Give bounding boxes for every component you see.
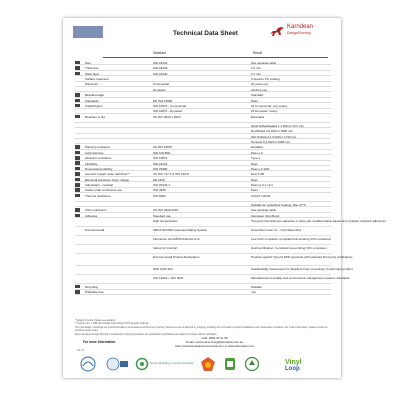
property-name: Flexibility <box>85 161 98 166</box>
contact-email[interactable]: Email: customerservice@karndean.com.au <box>186 340 244 344</box>
property-icon <box>75 104 80 108</box>
indoor-air-logo <box>105 356 129 372</box>
contact-details <box>175 336 254 348</box>
property-result: See separate table <box>251 208 277 213</box>
property-result: Yes <box>251 290 256 295</box>
property-standard: ISO 10874 <box>153 156 168 161</box>
property-standard: Indoor Air Comfort <box>153 246 178 251</box>
table-row <box>75 193 331 202</box>
property-standard: ISO 14001 + ISO 9001 <box>153 276 184 281</box>
property-standard: ISO 24344 <box>153 161 168 166</box>
property-name: Bevelled edge <box>85 93 105 98</box>
column-standard: Standard <box>153 51 166 55</box>
property-result: 34 Commercial: very heavy <box>251 104 288 109</box>
property-result: GreenStar Level: 2+ - LCA Silver Plus <box>251 228 302 233</box>
property-name: Warranty* <box>85 82 99 87</box>
property-standard: Environmental Product Declaration <box>153 255 200 260</box>
property-result: Not Buffed 4.6 kW/m² 1090 min <box>251 129 293 134</box>
svg-text:Vinyl: Vinyl <box>285 359 302 366</box>
property-result: 20 years use <box>251 82 269 87</box>
table-row <box>75 245 331 254</box>
property-standard: GBCA SGCBS Greenstar Rating System <box>153 228 208 233</box>
property-icon <box>75 290 80 294</box>
table-row <box>75 275 350 284</box>
loop-logo <box>283 356 327 372</box>
property-result: Standard <box>251 93 264 98</box>
property-name: Thermal resistance <box>85 193 111 198</box>
recycling-logo <box>243 356 261 372</box>
property-icon <box>75 237 80 241</box>
property-icon <box>75 178 80 182</box>
property-name: Environmental <box>85 228 105 233</box>
property-result: Product-specific Type III EPD (products with patented third party verification) <box>251 255 353 260</box>
table-row <box>75 236 331 245</box>
property-name: Size <box>85 60 91 65</box>
property-result: Euroclass <box>251 114 265 119</box>
property-icon <box>75 255 80 259</box>
property-icon <box>75 161 80 165</box>
table-header <box>103 51 328 58</box>
property-icon <box>75 172 80 176</box>
property-standard: AS ISO 16987 <box>153 145 173 150</box>
property-standard: AS ISO 4000-2010 <box>153 208 179 213</box>
property-result: 0.7 mm <box>251 71 262 76</box>
property-name: Abrasion resistance <box>85 156 112 161</box>
property-name: Phthalate free <box>85 290 104 295</box>
property-standard: Domestic <box>153 87 166 92</box>
property-icon <box>75 99 80 103</box>
table-row <box>75 290 331 295</box>
brand-tagline: DesignFlooring <box>287 31 311 35</box>
footnote: ** Result is Δ-L = 4dB with standard soft-backed 9 IPX acoustic underlay. <box>75 323 150 326</box>
property-icon <box>75 228 80 232</box>
property-result: Tempest 5.4 kW/m² 3285 min <box>251 139 291 144</box>
contact-website[interactable]: Visit: www.karndeancommercial.com or www.karndean.com <box>175 344 255 348</box>
property-icon <box>75 72 80 76</box>
property-icon <box>75 285 80 289</box>
property-name: Indentation - residual <box>85 183 114 188</box>
property-result: Karndean Vinyl-Bond <box>251 213 280 218</box>
version-label: May 21 <box>77 350 85 352</box>
property-standard: ISO 10874 - Domestic <box>153 109 183 114</box>
property-icon <box>75 214 80 218</box>
property-standard: Commercial <box>153 82 170 87</box>
brand-name: Karndean <box>287 24 314 30</box>
table-row <box>75 266 353 275</box>
gbca-name: Green Building Council Australia <box>150 361 194 365</box>
contact-phone: Call: 1800 33 11 99 <box>201 336 228 340</box>
property-result: Two-part chemical cure adhesive or Dow part modified silane based and moisture resistant adhesives <box>251 219 386 224</box>
property-name: Adhesive <box>85 213 98 218</box>
property-icon <box>75 194 80 198</box>
footnotes <box>75 320 331 337</box>
property-name: Castor chair continuous use <box>85 188 123 193</box>
property-result: Pass <box>251 188 258 193</box>
property-icon <box>75 145 80 149</box>
property-result: Lifetime use <box>251 87 268 92</box>
property-result: ΔLw 3 dB <box>251 172 264 177</box>
property-result: 0.0147 m²K/W <box>251 193 271 198</box>
svg-text:Loop: Loop <box>285 366 300 372</box>
footnote: * Subject to terms. Please see warranty. <box>75 320 116 322</box>
property-name: Recycling <box>85 285 99 290</box>
property-name: Reaction to fire <box>85 114 106 119</box>
property-standard: ISO 24342 <box>153 60 168 65</box>
property-name: VOC emissions* <box>85 208 107 213</box>
property-result: Pass <box>251 161 258 166</box>
property-icon <box>75 188 80 192</box>
property-icon <box>75 203 80 207</box>
property-standard: ISO 8302 <box>153 193 166 198</box>
property-result: Suitable for underfloor heating, Max 27°C <box>251 202 307 207</box>
more-info-label: For more information: <box>83 340 117 344</box>
property-standard: Standard use <box>153 213 171 218</box>
property-icon <box>75 66 80 70</box>
property-name: Surface treatment <box>85 77 109 82</box>
property-result: Pass <box>251 177 258 182</box>
property-icon <box>75 208 80 212</box>
property-result: Excellent <box>251 145 264 150</box>
property-name: Light fastness <box>85 150 104 155</box>
property-result: Gold certification. Compliant low emitting VOC emissions <box>251 246 327 251</box>
karndean-logo <box>269 24 331 40</box>
property-result: Manufactured to quality and environment management systems standards <box>251 276 350 281</box>
property-result: 2.0 mm <box>251 66 262 71</box>
property-icon <box>75 77 80 81</box>
property-standard: High temperatures <box>153 219 178 224</box>
property-name: Thickness <box>85 66 99 71</box>
table-row <box>75 114 331 123</box>
property-icon <box>75 129 80 133</box>
column-result: Result <box>253 51 263 55</box>
property-standard: ISO 24346 <box>153 66 168 71</box>
property-icon <box>75 276 80 280</box>
property-standard: AS ISO 717.2 & ISO 140-8 <box>153 172 189 177</box>
property-standard: ISO 105-B02 <box>153 150 171 155</box>
property-icon <box>75 151 80 155</box>
property-icon <box>75 61 80 65</box>
property-name: Classification <box>85 104 103 109</box>
property-icon <box>75 115 80 119</box>
property-name: Painting resistance <box>85 145 111 150</box>
spec-table <box>75 60 386 295</box>
property-result: See separate table <box>251 60 277 65</box>
property-standard: Floorscore GCS-B/SCS-EC10.4-v2 <box>153 237 200 242</box>
property-standard: EN 1815 <box>153 177 165 182</box>
property-icon <box>75 88 80 92</box>
property-icon <box>75 93 80 97</box>
property-result: Type 1 <box>251 156 261 161</box>
property-result: Pass <box>251 98 258 103</box>
property-result: Low VOC compliant. Compliant low emitting VOC emissions <box>251 237 331 242</box>
property-result: 23 Domestic: heavy <box>251 109 278 114</box>
property-standard: NSF ANSI 332 <box>153 267 173 272</box>
property-result: Sustainability Assessment for Resilient Floor Coverings: Conformant product <box>251 267 353 272</box>
certification-logos <box>77 356 329 372</box>
footnote: The information in particular set of technical data is as accurate as at the time of printing. Tolerances can be affected by mopping, including but not limited to product installations and maintenance conditions. For further information, please contact our technical support team. <box>75 326 328 333</box>
property-icon <box>75 124 80 128</box>
property-standard: ISO 23999 <box>153 166 168 171</box>
property-result: Pass ≤ 0.10% <box>251 166 270 171</box>
property-name: Wear layer <box>85 71 100 76</box>
property-icon <box>75 156 80 160</box>
property-icon <box>75 134 80 138</box>
property-icon <box>75 167 80 171</box>
floorscore-logo <box>77 356 99 372</box>
property-result: Pass ≥ 6 <box>251 150 263 155</box>
property-result: Hand buffed/sealed 1.1 kW/m² 13 ft min <box>251 123 304 128</box>
property-icon <box>75 183 80 187</box>
footnote: Since Karndean Design Flooring is continuously improving products, the specification and finishes are subject to change without notification. <box>75 333 218 336</box>
property-standard: ISO 10874 - Commercial <box>153 104 187 109</box>
property-result: Suitable <box>251 285 262 290</box>
property-name: Standards <box>85 98 99 103</box>
property-name: Electrical behaviour body voltage <box>85 177 130 182</box>
property-icon <box>75 140 80 144</box>
table-row <box>75 227 331 236</box>
property-name: Acoustic impact noise reduction** <box>85 172 130 177</box>
property-result: Pass (≤ 0.1 mm) <box>251 183 273 188</box>
epd-logo <box>199 356 217 372</box>
greyhound-icon <box>269 25 285 37</box>
property-standard: ISO 24340 <box>153 71 168 76</box>
property-icon <box>75 109 80 113</box>
property-name: Dimensional stability <box>85 166 113 171</box>
gbca-logo <box>135 356 194 372</box>
property-standard: ISO 4918 <box>153 188 166 193</box>
property-result: K-Guard+ PU coating <box>251 77 280 82</box>
property-icon <box>75 82 80 86</box>
table-row <box>75 254 353 266</box>
property-result: Wet Polished 4.4 kW/m² 1740 min <box>251 134 297 139</box>
sustainability-logo <box>223 356 237 372</box>
table-row <box>75 218 386 227</box>
property-standard: AS ISO 9239.1 2003 <box>153 114 181 119</box>
property-standard: EN ISO 10582 <box>153 98 173 103</box>
page-title: Technical Data Sheet <box>173 30 238 37</box>
property-icon <box>75 219 80 223</box>
product-swatch <box>73 26 103 38</box>
document-page <box>63 18 386 378</box>
property-icon <box>75 246 80 250</box>
property-icon <box>75 267 80 271</box>
property-standard: ISO 24343-1 <box>153 183 171 188</box>
